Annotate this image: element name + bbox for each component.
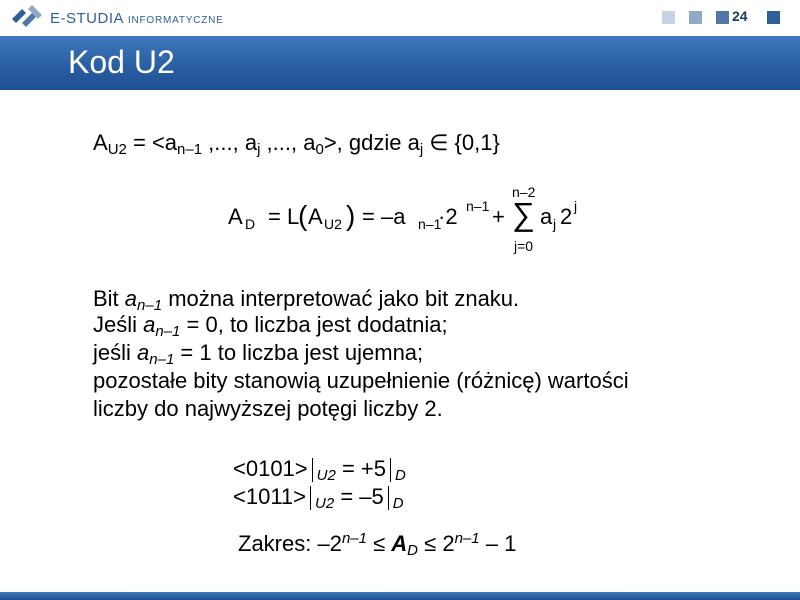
- range-line: [238, 526, 516, 564]
- range-le1: ≤: [366, 531, 392, 556]
- def-j2: j: [419, 141, 424, 158]
- formula-two: 2: [560, 204, 573, 229]
- formula-sum-top: n–2: [512, 184, 536, 200]
- def-set: ∈ {0,1}: [423, 130, 500, 155]
- t3s: n–1: [149, 351, 175, 368]
- formula-lhs-sub: D: [245, 216, 256, 232]
- ex2-sub2: D: [392, 495, 404, 512]
- range-label: Zakres: –2: [238, 531, 342, 556]
- ex1-sub: U2: [316, 467, 336, 484]
- range-exp2: n–1: [454, 530, 480, 547]
- range-le2: ≤: [418, 531, 443, 556]
- bar: [310, 486, 311, 510]
- def-a-sub: U2: [107, 141, 127, 158]
- t1b: można interpretować jako bit znaku.: [162, 286, 520, 311]
- formula-two-exp: j: [574, 198, 578, 214]
- ex1-sub2: D: [394, 467, 406, 484]
- logo-text-main: E-STUDIA: [50, 9, 124, 27]
- def-eq: = <a: [126, 130, 178, 155]
- formula: [228, 182, 608, 262]
- def-mid2: ,..., a: [260, 130, 316, 155]
- text-line-5: liczby do najwyższej potęgi liczby 2.: [93, 396, 443, 421]
- formula-au2-sub: U2: [324, 216, 342, 232]
- definition-line: [93, 130, 500, 163]
- def-j: j: [257, 141, 261, 158]
- formula-eq2: = –a: [362, 204, 406, 229]
- t3a: jeśli: [93, 340, 138, 365]
- bar: [312, 458, 313, 482]
- range-ad: A: [391, 531, 408, 556]
- t2s: n–1: [155, 323, 181, 340]
- text-line-4: pozostałe bity stanowią uzupełnienie (różnicę) wartości: [93, 368, 629, 393]
- ex1-val: = +5: [335, 456, 386, 481]
- t1v: a: [124, 286, 138, 311]
- formula-exp: n–1: [466, 198, 490, 214]
- formula-dot: ·2: [438, 204, 458, 229]
- ex2-val: = –5: [334, 484, 384, 509]
- page-number: 24: [732, 8, 748, 24]
- range-tail: – 1: [479, 531, 517, 556]
- ex2-sub: U2: [315, 495, 335, 512]
- formula-au2: A: [308, 204, 323, 229]
- def-zero: 0: [315, 141, 324, 158]
- t3b: = 1 to liczba jest ujemna;: [174, 340, 424, 365]
- t2v: a: [143, 312, 156, 337]
- bottom-bar: [0, 592, 800, 600]
- formula-aj-sub: j: [553, 216, 557, 232]
- slide-title: Kod U2: [68, 44, 175, 80]
- formula-eq: = L: [268, 204, 300, 229]
- formula-aj: a: [540, 204, 553, 229]
- ex1-code: <0101>: [233, 456, 308, 481]
- formula-plus: +: [492, 204, 505, 229]
- t1a: Bit: [93, 286, 125, 311]
- def-mid1: ,..., a: [202, 130, 258, 155]
- t3v: a: [137, 340, 150, 365]
- def-n1: n–1: [177, 141, 203, 158]
- bar: [390, 458, 391, 482]
- formula-paren-open: (: [298, 200, 308, 231]
- formula-paren-close: ): [346, 200, 356, 231]
- range-two: 2: [442, 531, 455, 556]
- range-exp1: n–1: [341, 530, 367, 547]
- formula-an-sub: n–1: [418, 216, 442, 232]
- t2b: = 0, to liczba jest dodatnia;: [180, 312, 448, 337]
- def-a: A: [93, 130, 108, 155]
- formula-sum-bottom: j=0: [514, 238, 534, 254]
- t2a: Jeśli: [93, 312, 144, 337]
- ex2-code: <1011>: [233, 484, 307, 509]
- def-tail: >, gdzie a: [323, 130, 420, 155]
- range-ad-sub: D: [407, 542, 419, 559]
- logo-text-sub: INFORMATYCZNE: [127, 14, 224, 26]
- formula-lhs: A: [228, 204, 243, 229]
- bar: [388, 486, 389, 510]
- formula-sigma: ∑: [512, 196, 535, 232]
- example-2: [233, 484, 404, 517]
- t1s: n–1: [137, 297, 163, 314]
